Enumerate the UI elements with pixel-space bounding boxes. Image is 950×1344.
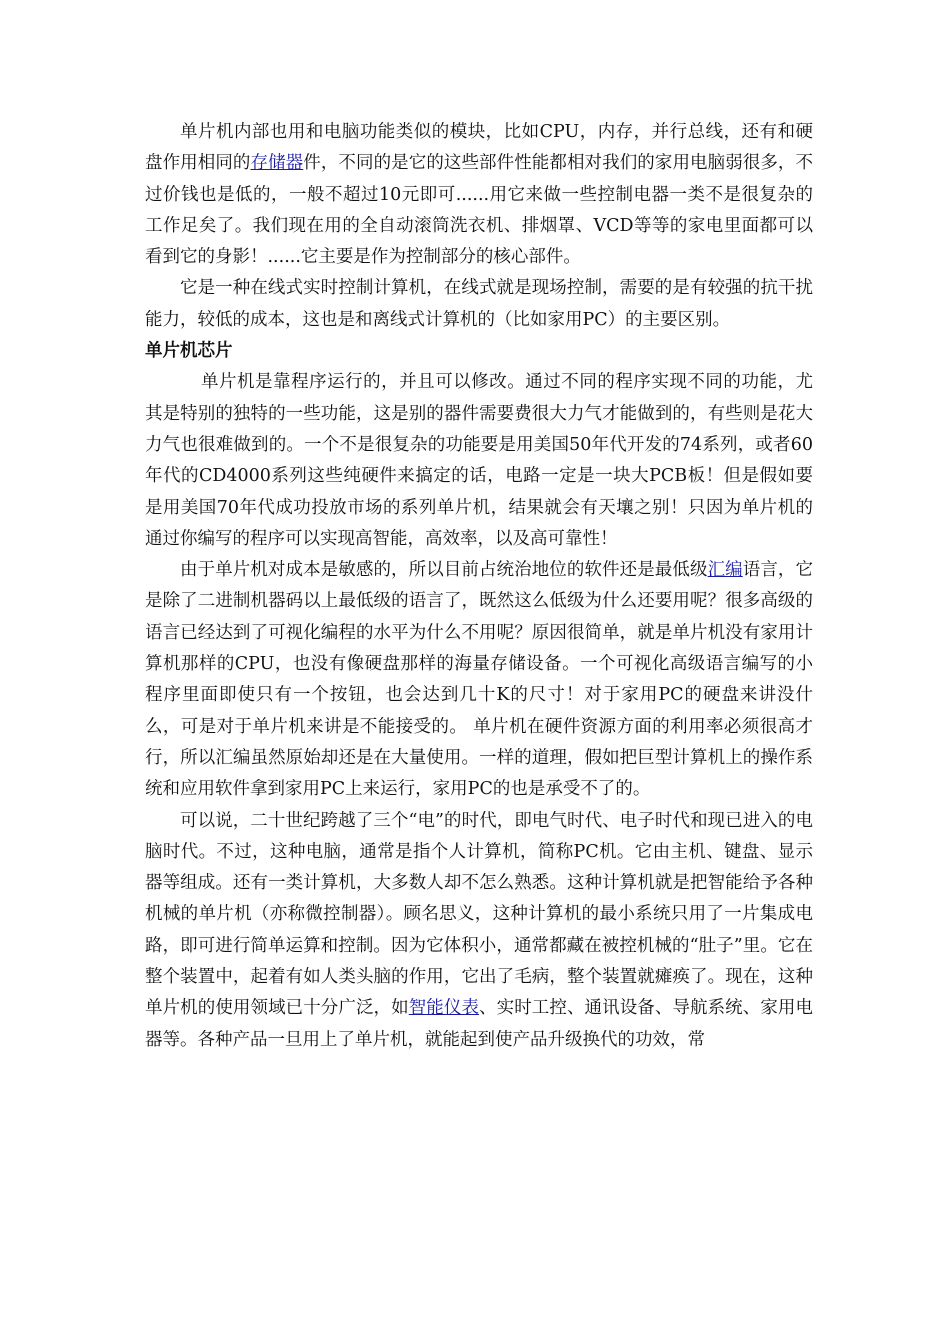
paragraph-text: 件，不同的是它的这些部件性能都相对我们的家用电脑弱很多，不过价钱也是低的，一般不超过10元即可......用它来做一些控制电器一类不是很复杂的工作足矣了。我们现在用的全自动滚筒洗衣机、排烟罩、VCD等等的家电里面都可以看到它的身影！......它主要是作为控制部分的核心部件。 — [145, 153, 814, 268]
paragraph-computer-era — [145, 806, 813, 1056]
link-storage[interactable]: 存储器 — [250, 153, 304, 174]
paragraph-text: 由于单片机对成本是敏感的，所以目前占统治地位的软件还是最低级 — [180, 560, 708, 581]
paragraph-text: 、实时工控、通讯设备、导航系统、家用电器等。各种产品一旦用上了单片机，就能起到使产品升级换代的功效，常 — [145, 998, 814, 1050]
paragraph-mcu-intro — [145, 117, 813, 273]
paragraph-text: 可以说，二十世纪跨越了三个“电”的时代，即电气时代、电子时代和现已进入的电脑时代。不过，这种电脑，通常是指个人计算机，简称PC机。它由主机、键盘、显示器等组成。还有一类计算机，大多数人却不怎么熟悉。这种计算机就是把智能给予各种机械的单片机（亦称微控制器）。顾名思义，这种计算机的最小系统只用了一片集成电路，即可进行简单运算和控制。因为它体积小，通常都藏在被控机械的“肚子”里。它在整个装置中，起着有如人类头脑的作用，它出了毛病，整个装置就瘫痪了。现在，这种单片机的使用领域已十分广泛，如 — [145, 810, 813, 1019]
document-body — [145, 117, 813, 1056]
paragraph-online-control: 它是一种在线式实时控制计算机，在线式就是现场控制，需要的是有较强的抗干扰能力，较低的成本，这也是和离线式计算机的（比如家用PC）的主要区别。 — [145, 278, 813, 330]
link-smart-instruments[interactable]: 智能仪表 — [408, 998, 480, 1019]
paragraph-program-driven: 单片机是靠程序运行的，并且可以修改。通过不同的程序实现不同的功能，尤其是特别的独特的一些功能，这是别的器件需要费很大力气才能做到的，有些则是花大力气也很难做到的。一个不是很复杂的功能要是用美国50年代开发的74系列，或者60年代的CD4000系列这些纯硬件来搞定的话，电路一定是一块大PCB板！但是假如要是用美国70年代成功投放市场的系列单片机，结果就会有天壤之别！只因为单片机的通过你编写的程序可以实现高智能，高效率，以及高可靠性！ — [145, 372, 813, 549]
paragraph-assembly-language — [145, 555, 813, 805]
section-heading: 单片机芯片 — [145, 341, 233, 362]
link-assembly[interactable]: 汇编 — [707, 560, 743, 581]
paragraph-text: 单片机内部也用和电脑功能类似的模块，比如CPU，内存，并行总线，还有和硬盘作用相同的 — [145, 122, 813, 174]
paragraph-text: 语言，它是除了二进制机器码以上最低级的语言了，既然这么低级为什么还要用呢？很多高级的语言已经达到了可视化编程的水平为什么不用呢？原因很简单，就是单片机没有家用计算机那样的CPU，也没有像硬盘那样的海量存储设备。一个可视化高级语言编写的小程序里面即使只有一个按钮，也会达到几十K的尺寸！对于家用PC的硬盘来讲没什么，可是对于单片机来讲是不能接受的。 单片机在硬件资源方面的利用率必须很高才行，所以汇编虽然原始却还是在大量使用。一样的道理，假如把巨型计算机上的操作系统和应用软件拿到家用PC上来运行，家用PC的也是承受不了的。 — [145, 560, 814, 800]
